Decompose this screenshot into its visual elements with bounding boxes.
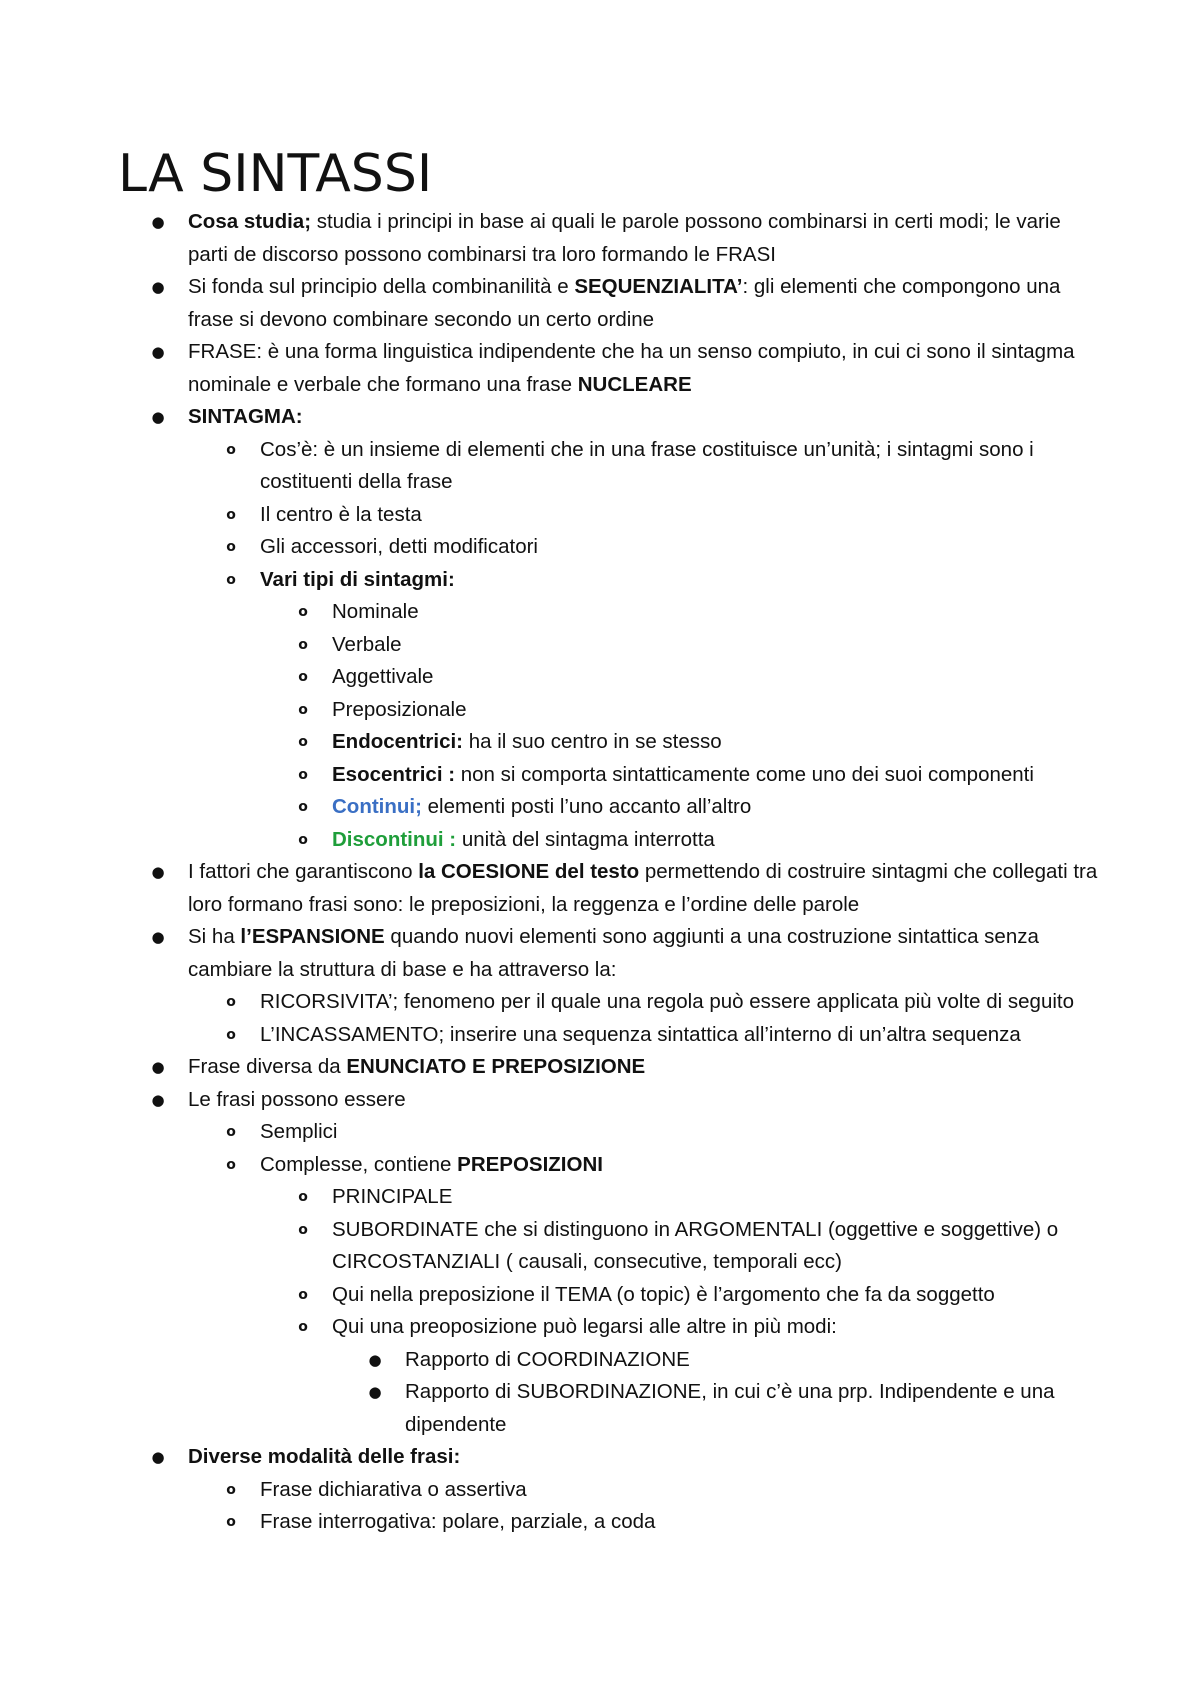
bullet-icon: ● (368, 1350, 382, 1369)
circle-bullet-icon: o (298, 831, 308, 848)
list-item: ● I fattori che garantiscono la COESIONE del testo permettendo di costruire sintagmi che collegati tra loro formano frasi sono: le preposizioni, la reggenza e l’ordine delle parole (0, 856, 1200, 921)
circle-bullet-icon: o (226, 441, 236, 458)
list-item: o Frase interrogativa: polare, parziale, a coda (0, 1506, 1200, 1539)
bullet-icon: ● (151, 278, 165, 296)
circle-bullet-icon: o (298, 1319, 308, 1335)
bullet-icon: ● (151, 1448, 165, 1466)
list-item: o Il centro è la testa (0, 499, 1200, 532)
list-item: ● Diverse modalità delle frasi: (0, 1441, 1200, 1474)
circle-bullet-icon: o (298, 1189, 308, 1205)
list-item: o Verbale (0, 629, 1200, 662)
list-item: o Nominale (0, 596, 1200, 629)
bullet-icon: ● (151, 1090, 165, 1109)
list-item: ● Si fonda sul principio della combinanilità e SEQUENZIALITA’: gli elementi che compongono una frase si devono combinare secondo un certo ordine (0, 271, 1200, 336)
circle-bullet-icon: o (226, 1514, 236, 1530)
circle-bullet-icon: o (226, 1481, 236, 1498)
bullet-icon: ● (151, 343, 165, 361)
list-item: o Complesse, contiene PREPOSIZIONI (0, 1149, 1200, 1182)
list-item: o PRINCIPALE (0, 1181, 1200, 1214)
list-item: o Cos’è: è un insieme di elementi che in una frase costituisce un’unità; i sintagmi sono i costituenti della frase (0, 434, 1200, 499)
list-item: o Discontinui : unità del sintagma interrotta (0, 824, 1200, 857)
bullet-icon: ● (368, 1383, 382, 1401)
list-item: o Qui una preoposizione può legarsi alle altre in più modi: (0, 1311, 1200, 1344)
circle-bullet-icon: o (226, 506, 236, 523)
circle-bullet-icon: o (298, 766, 308, 783)
list-item: ● Rapporto di COORDINAZIONE (0, 1344, 1200, 1377)
circle-bullet-icon: o (298, 669, 308, 685)
circle-bullet-icon: o (226, 1156, 236, 1173)
page-title: LA SINTASSI (118, 144, 433, 204)
circle-bullet-icon: o (226, 571, 236, 588)
circle-bullet-icon: o (226, 1124, 236, 1140)
list-item: o Gli accessori, detti modificatori (0, 531, 1200, 564)
list-item: o Frase dichiarativa o assertiva (0, 1474, 1200, 1507)
list-item: o RICORSIVITA’; fenomeno per il quale una regola può essere applicata più volte di seguito (0, 986, 1200, 1019)
circle-bullet-icon: o (298, 1221, 308, 1238)
list-item: ● Cosa studia; studia i principi in base ai quali le parole possono combinarsi in certi modi; le varie parti de discorso possono combinarsi tra loro formando le FRASI (0, 206, 1200, 271)
list-item: o Qui nella preposizione il TEMA (o topic) è l’argomento che fa da soggetto (0, 1279, 1200, 1312)
list-item: o Esocentrici : non si comporta sintatticamente come uno dei suoi componenti (0, 759, 1200, 792)
bullet-icon: ● (151, 213, 165, 231)
list-item: o Preposizionale (0, 694, 1200, 727)
circle-bullet-icon: o (226, 539, 236, 555)
circle-bullet-icon: o (226, 994, 236, 1010)
list-item: ● Rapporto di SUBORDINAZIONE, in cui c’è una prp. Indipendente e una dipendente (0, 1376, 1200, 1441)
circle-bullet-icon: o (298, 799, 308, 815)
circle-bullet-icon: o (226, 1026, 236, 1043)
circle-bullet-icon: o (298, 734, 308, 750)
bullet-icon: ● (151, 863, 165, 881)
circle-bullet-icon: o (298, 1286, 308, 1303)
list-item: ● Frase diversa da ENUNCIATO E PREPOSIZIONE (0, 1051, 1200, 1084)
list-item: ● Si ha l’ESPANSIONE quando nuovi elementi sono aggiunti a una costruzione sintattica senza cambiare la struttura di base e ha attraverso la: (0, 921, 1200, 986)
circle-bullet-icon: o (298, 701, 308, 718)
bullet-icon: ● (151, 928, 165, 946)
list-item: ● Le frasi possono essere (0, 1084, 1200, 1117)
list-item: o Continui; elementi posti l’uno accanto all’altro (0, 791, 1200, 824)
outline-list (0, 206, 1200, 1539)
list-item: o Aggettivale (0, 661, 1200, 694)
bullet-icon: ● (151, 408, 165, 426)
list-item: o L’INCASSAMENTO; inserire una sequenza sintattica all’interno di un’altra sequenza (0, 1019, 1200, 1052)
list-item: ● SINTAGMA: (0, 401, 1200, 434)
list-item: o Endocentrici: ha il suo centro in se stesso (0, 726, 1200, 759)
list-item: o Semplici (0, 1116, 1200, 1149)
list-item: o SUBORDINATE che si distinguono in ARGOMENTALI (oggettive e soggettive) o CIRCOSTANZIALI ( causali, consecutive, temporali ecc) (0, 1214, 1200, 1279)
list-item: ● FRASE: è una forma linguistica indipendente che ha un senso compiuto, in cui ci sono il sintagma nominale e verbale che formano una frase NUCLEARE (0, 336, 1200, 401)
circle-bullet-icon: o (298, 636, 308, 653)
bullet-icon: ● (151, 1058, 165, 1076)
list-item: o Vari tipi di sintagmi: (0, 564, 1200, 597)
circle-bullet-icon: o (298, 604, 308, 620)
